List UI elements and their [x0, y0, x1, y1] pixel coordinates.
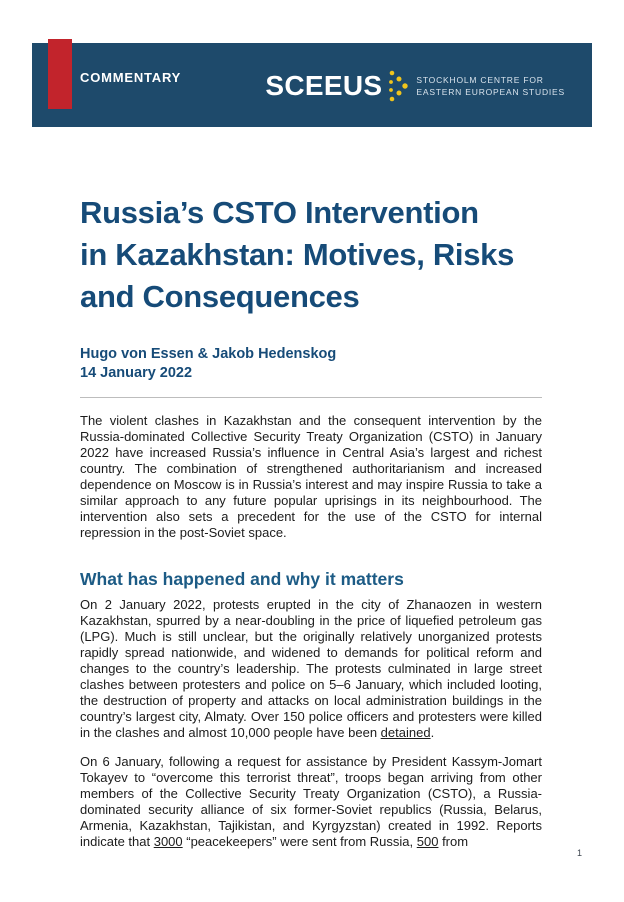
body-paragraph [80, 754, 542, 850]
article-title-line1: Russia’s CSTO Intervention [80, 195, 479, 230]
lead-paragraph: The violent clashes in Kazakhstan and the consequent intervention by the Russia-dominated Collective Security Treaty Organization (CSTO) in January 2022 have increased Russia’s influence in Central Asia’s largest and richest country. The combination of strengthened authoritarianism and increased dependence on Moscow is in Russia’s interest and may inspire Russia to take a similar approach to any future popular uprisings in its neighbourhood. The intervention also sets a precedent for the use of the CSTO for internal repression in the post-Soviet space. [80, 413, 542, 540]
logo-wordmark: SCEEUS [265, 70, 383, 101]
chevron-dots-icon [387, 66, 411, 106]
article-authors: Hugo von Essen & Jakob Hedenskog [80, 346, 337, 362]
article-title [80, 192, 542, 318]
article-title-line3: and Consequences [80, 279, 360, 314]
document-type-label: COMMENTARY [80, 70, 182, 85]
logo-tagline-line2: EASTERN EUROPEAN STUDIES [416, 87, 565, 97]
article-date: 14 January 2022 [80, 365, 193, 381]
paragraph-text: “peacekeepers” were sent from Russia, [182, 834, 417, 849]
inline-link[interactable]: 3000 [153, 834, 183, 849]
inline-link[interactable]: 500 [416, 834, 439, 849]
divider-rule [80, 397, 542, 398]
page-number: 1 [577, 848, 583, 858]
inline-link[interactable]: detained [380, 725, 431, 740]
logo-tagline-line1: STOCKHOLM CENTRE FOR [416, 75, 544, 85]
header-band [32, 43, 592, 127]
sceeus-logo [265, 63, 565, 109]
logo-tagline [416, 74, 565, 98]
red-accent-bar [48, 39, 72, 109]
section-heading: What has happened and why it matters [80, 569, 404, 589]
article-body [80, 192, 542, 850]
paragraph-text: On 6 January, following a request for assistance by President Kassym-Jomart Tokayev to “overcome this terrorist threat”, troops began arriving from other members of the Collective Security Treaty Organization (CSTO), a Russia-dominated security alliance of six former-Soviet republics (Russia, Belarus, Armenia, Kazakhstan, Tajikistan, and Kyrgyzstan) created in 1992. Reports indicate that [80, 754, 542, 849]
paragraph-text: from [438, 834, 469, 849]
article-title-line2: in Kazakhstan: Motives, Risks [80, 237, 515, 272]
paragraph-text: . [430, 725, 435, 740]
paragraph-text: On 2 January 2022, protests erupted in the city of Zhanaozen in western Kazakhstan, spurred by a near-doubling in the price of liquefied petroleum gas (LPG). Much is still unclear, but the originally relatively unorganized protests rapidly spread nationwide, and widened to demands for political reform and changes to the country’s leadership. The protests culminated in large street clashes between protesters and police on 5–6 January, which included looting, the destruction of property and attacks on local administration buildings in the country’s largest city, Almaty. Over 150 police officers and protesters were killed in the clashes and almost 10,000 people have been [80, 597, 542, 740]
body-paragraph [80, 597, 542, 741]
